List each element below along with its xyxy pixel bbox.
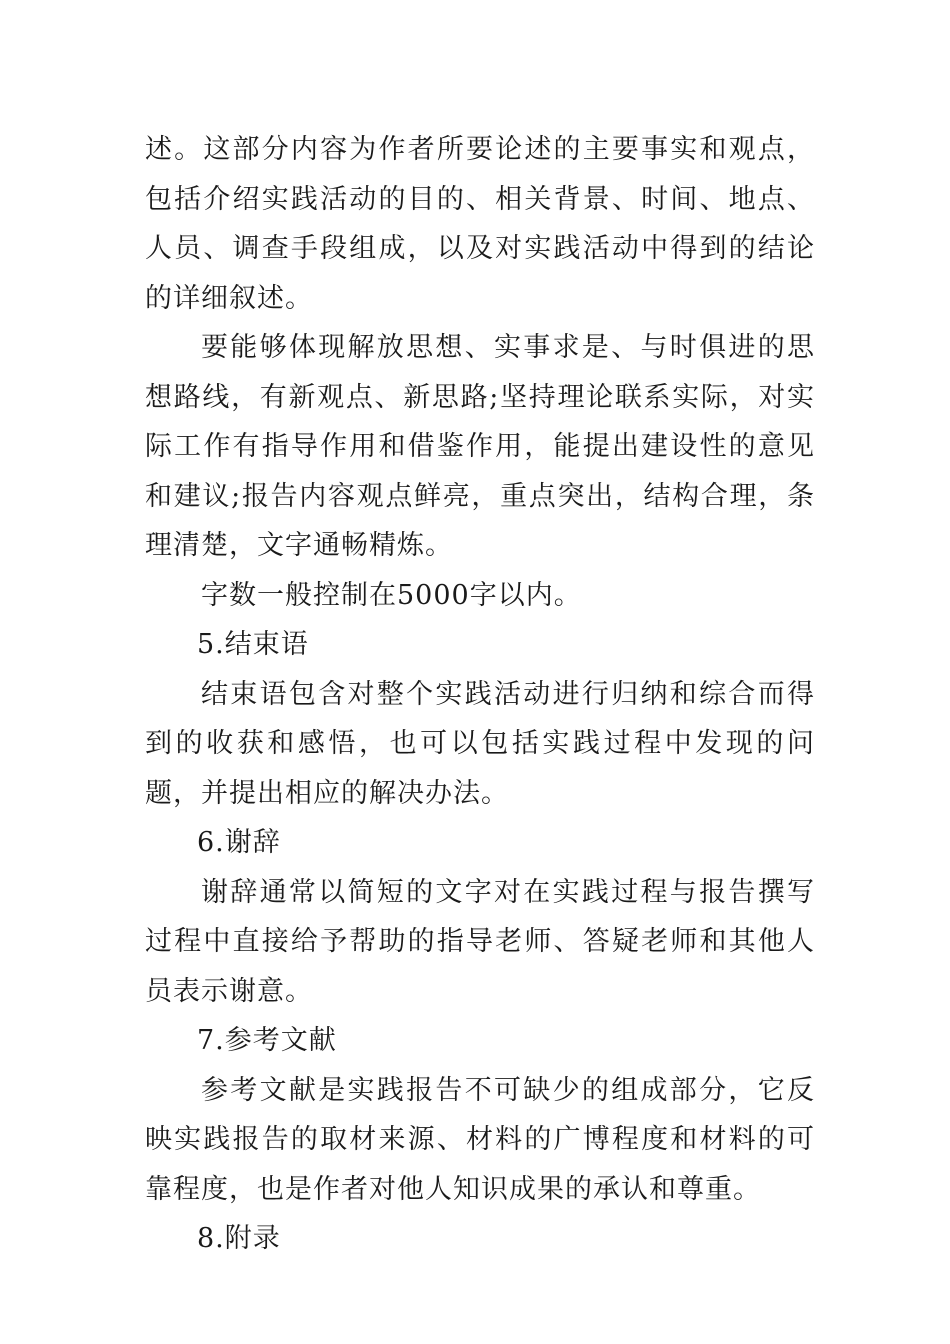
section-heading-references: 7.参考文献 xyxy=(197,1025,337,1056)
section-heading-acknowledgements: 6.谢辞 xyxy=(197,827,281,858)
paragraph-main-content-description: 述。这部分内容为作者所要论述的主要事实和观点，包括介绍实践活动的目的、相关背景、时间、地点、人员、调查手段组成，以及对实践活动中得到的结论的详细叙述。 xyxy=(145,134,815,314)
section-heading-appendix: 8.附录 xyxy=(197,1223,281,1254)
section-heading-conclusion: 5.结束语 xyxy=(197,629,309,660)
paragraph-word-limit: 字数一般控制在5000字以内。 xyxy=(201,579,582,611)
paragraph-acknowledgements: 谢辞通常以简短的文字对在实践过程与报告撰写过程中直接给予帮助的指导老师、答疑老师和其他人员表示谢意。 xyxy=(145,876,815,1007)
paragraph-references: 参考文献是实践报告不可缺少的组成部分，它反映实践报告的取材来源、材料的广博程度和材料的可靠程度，也是作者对他人知识成果的承认和尊重。 xyxy=(145,1074,815,1205)
document-body xyxy=(145,125,815,1264)
paragraph-requirements: 要能够体现解放思想、实事求是、与时俱进的思想路线，有新观点、新思路;坚持理论联系实际，对实际工作有指导作用和借鉴作用，能提出建设性的意见和建议;报告内容观点鲜亮，重点突出，结构合理，条理清楚，文字通畅精炼。 xyxy=(145,332,815,561)
paragraph-conclusion: 结束语包含对整个实践活动进行归纳和综合而得到的收获和感悟，也可以包括实践过程中发现的问题，并提出相应的解决办法。 xyxy=(145,678,815,809)
